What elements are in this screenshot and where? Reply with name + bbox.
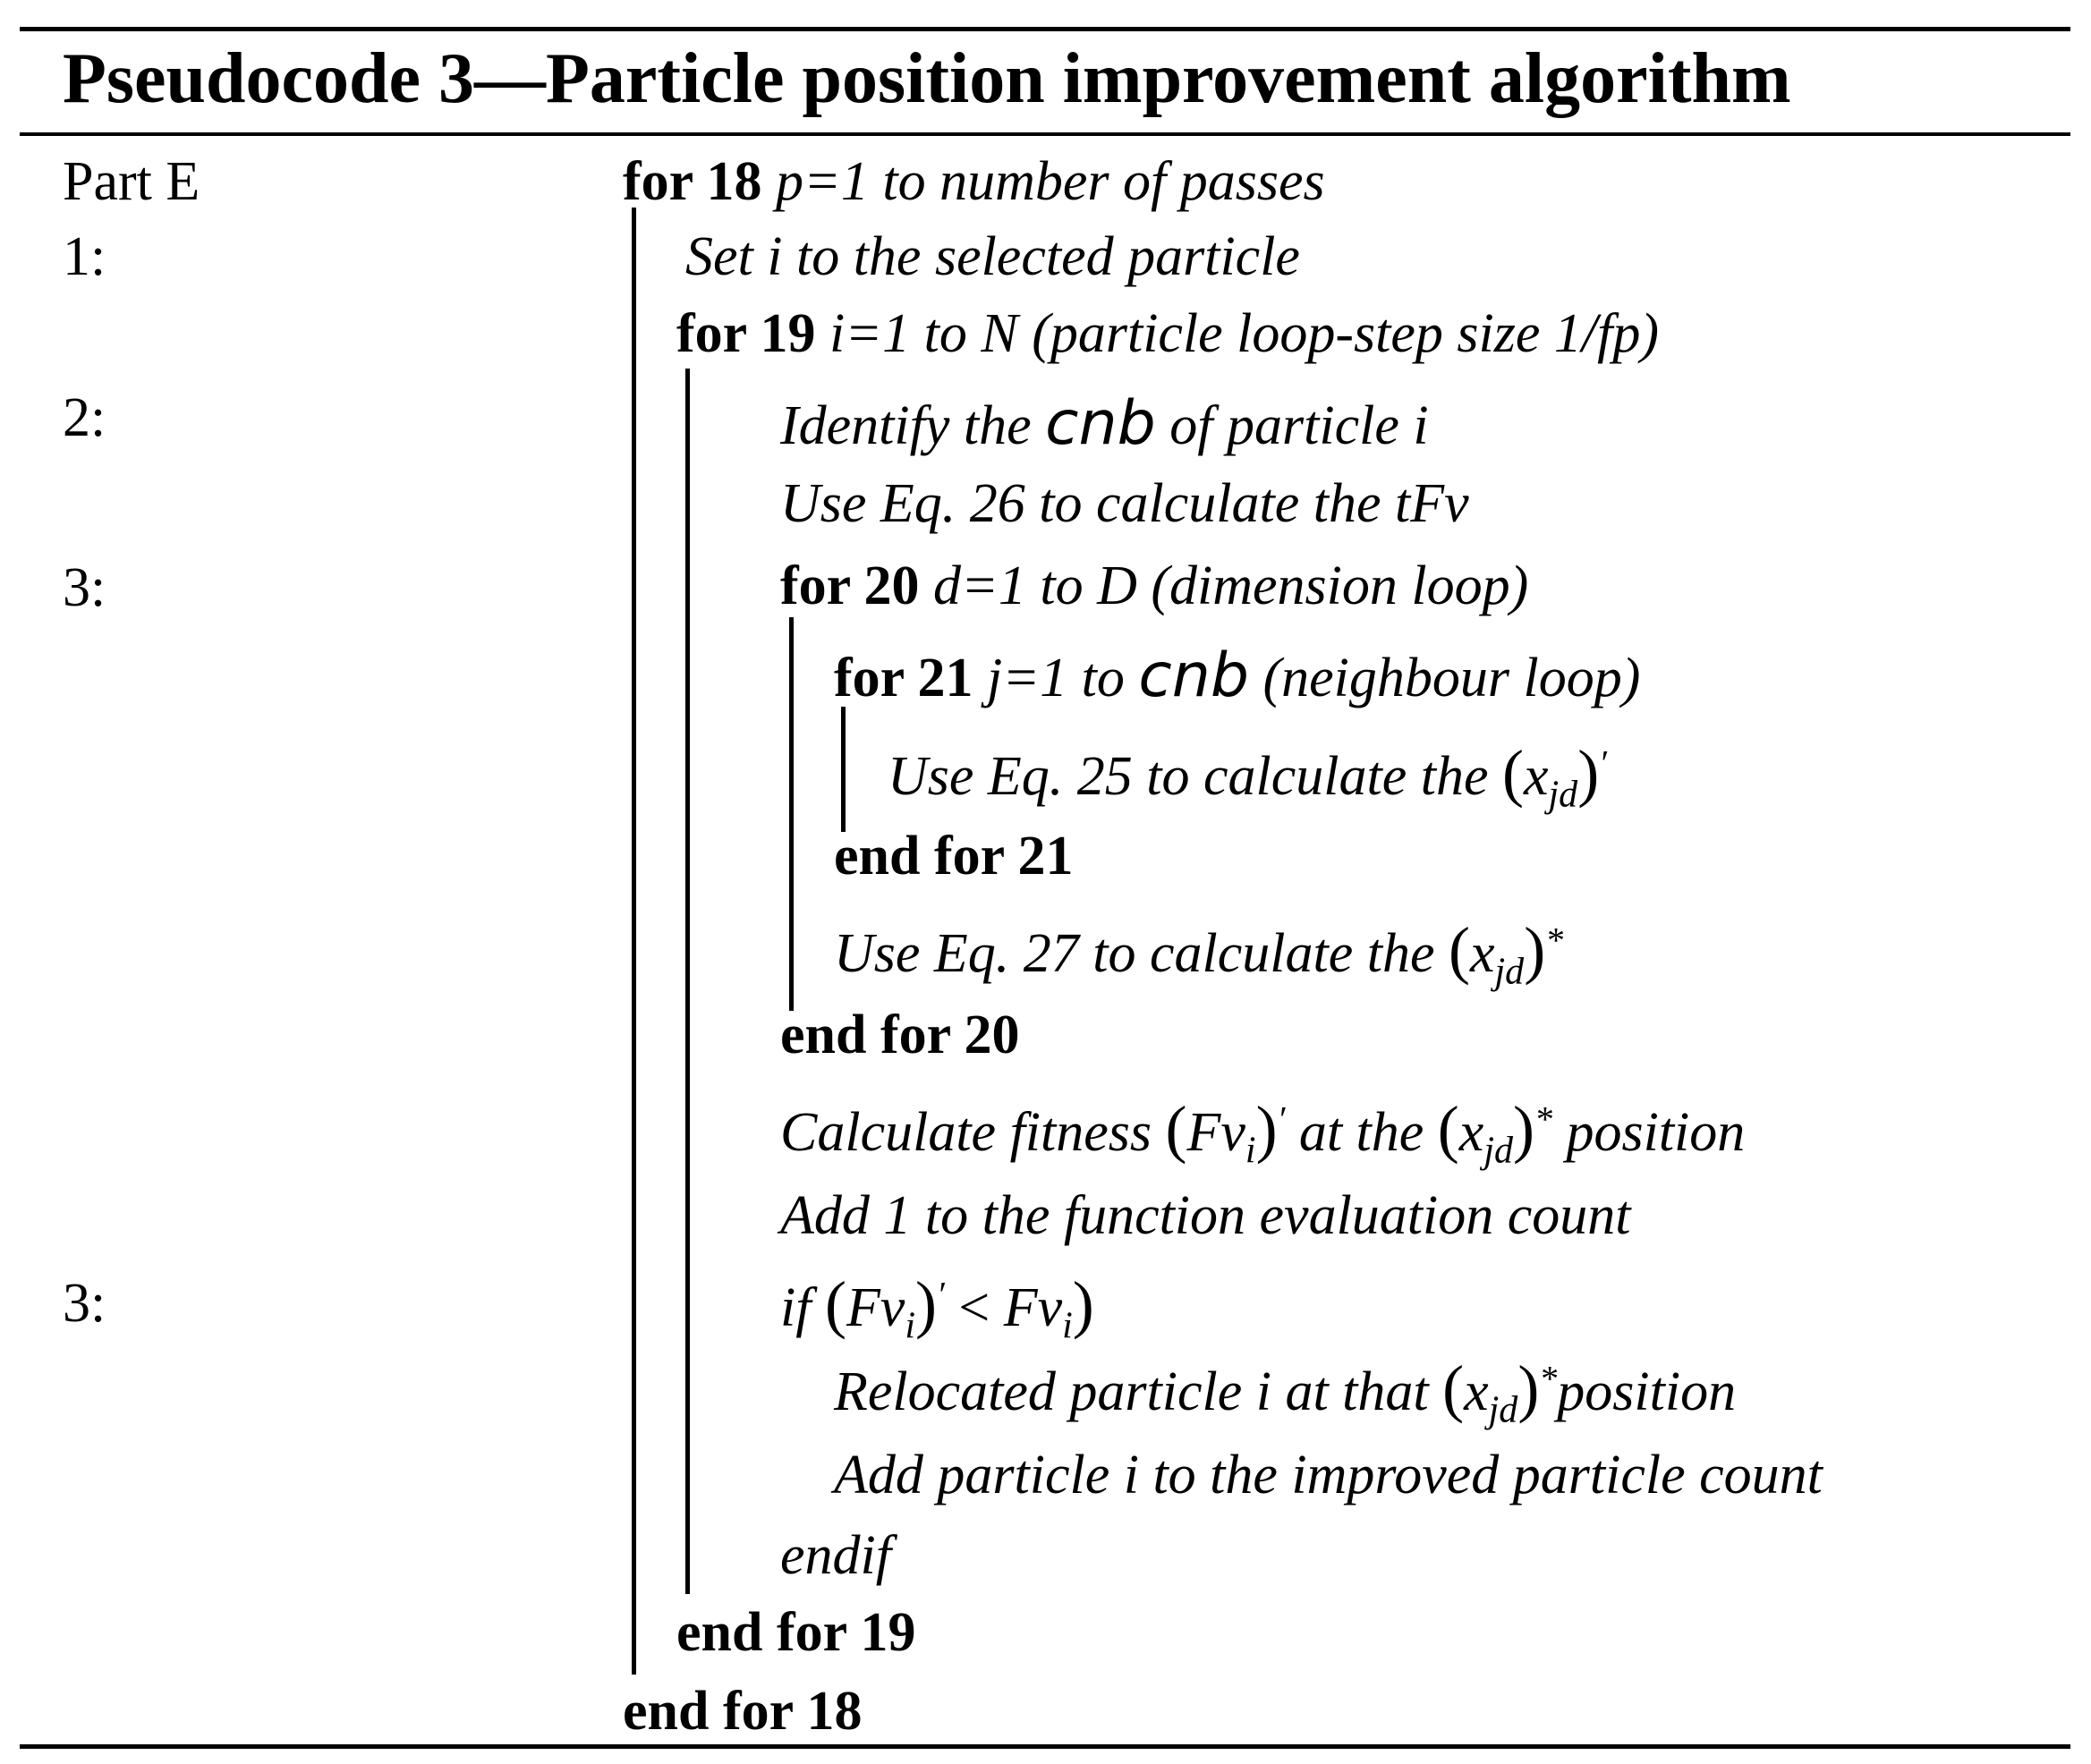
prime-mark: ′ [936,1274,945,1315]
jd-subscript: jd [1488,1389,1518,1431]
x-var: x [1469,923,1495,984]
i-subscript: i [905,1305,915,1347]
loop-bar-19 [685,369,690,1594]
for20-rest: d=1 to D (dimension loop) [933,555,1529,616]
use27-line [834,914,1564,993]
for19-keyword: for 19 [676,303,816,364]
rparen: ) [915,1268,937,1340]
for21-text-b: (neighbour loop) [1262,648,1641,708]
for19-line [676,303,1660,364]
rparen: ) [1072,1268,1094,1340]
for20-keyword: for 20 [780,555,920,616]
jd-subscript: jd [1494,951,1525,993]
end21-line: end for 21 [834,826,1074,886]
page-title: Pseudocode 3—Particle position improvement algorithm [63,39,1791,118]
lparen: ( [1449,914,1470,986]
fv-var: Fv [1003,1277,1063,1338]
lparen: ( [1165,1093,1187,1165]
add-particle-line: Add particle i to the improved particle count [834,1445,1823,1505]
for18-keyword: for 18 [623,151,762,212]
label-step-3a: 3: [63,557,106,618]
if-keyword: if [780,1277,812,1338]
loop-bar-20 [789,617,794,1011]
rparen: ) [1255,1093,1278,1165]
use25-text: Use Eq. 25 to calculate the [888,746,1489,807]
less-than: < [958,1277,990,1338]
calc-text-b: at the [1298,1102,1424,1163]
lparen: ( [1437,1093,1459,1165]
end19-line: end for 19 [676,1602,916,1663]
for20-line [780,555,1529,616]
add1-line: Add 1 to the function evaluation count [780,1185,1631,1246]
jd-subscript: jd [1483,1130,1513,1172]
lparen: ( [1502,737,1524,809]
i-subscript: i [1245,1130,1256,1172]
lparen: ( [824,1268,846,1340]
lparen: ( [1442,1353,1465,1424]
star-mark: * [1534,1098,1552,1140]
identify-line [780,388,1429,459]
label-step-2: 2: [63,387,106,448]
star-mark: * [1545,920,1564,961]
for18-line [623,151,1325,212]
loop-bar-21 [841,707,846,832]
use26-line: Use Eq. 26 to calculate the tFv [780,473,1469,534]
relocate-line [834,1353,1737,1431]
calc-text-a: Calculate fitness [780,1102,1152,1163]
if-line [780,1268,1094,1347]
for18-rest: p=1 to number of passes [776,151,1325,212]
cnb-term-2: cnb [1138,640,1249,711]
end18-line: end for 18 [623,1681,863,1742]
label-step-1: 1: [63,226,106,287]
rparen: ) [1577,737,1600,809]
fv-var: Fv [1186,1102,1245,1163]
use25-line [888,737,1607,816]
x-var: x [1523,746,1549,807]
rparen: ) [1517,1353,1540,1424]
for21-keyword: for 21 [834,648,973,708]
end20-line: end for 20 [780,1005,1020,1065]
x-var: x [1464,1361,1489,1422]
label-step-3b: 3: [63,1273,106,1334]
prime-mark: ′ [1599,742,1607,784]
use27-text: Use Eq. 27 to calculate the [834,923,1435,984]
relocate-text-a: Relocated particle i at that [834,1361,1429,1422]
cnb-term: cnb [1045,388,1156,459]
top-rule [20,27,2070,31]
x-var: x [1458,1102,1484,1163]
i-subscript: i [1062,1305,1073,1347]
label-part: Part E [63,151,200,212]
fv-var: Fv [846,1277,905,1338]
relocate-text-b: position [1557,1361,1737,1422]
bottom-rule [20,1744,2070,1749]
loop-bar-18 [632,208,636,1675]
for19-rest: i=1 to N (particle loop-step size 1/fp) [829,303,1660,364]
star-mark: * [1539,1358,1558,1399]
identify-text-b: of particle i [1169,395,1429,456]
jd-subscript: jd [1548,774,1578,816]
calc-line [780,1093,1746,1172]
identify-text-a: Identify the [780,395,1032,456]
rparen: ) [1512,1093,1534,1165]
rparen: ) [1524,914,1546,986]
for21-text-a: j=1 to [987,648,1125,708]
calc-text-c: position [1566,1102,1746,1163]
endif-line: endif [780,1525,891,1586]
for21-line [834,640,1641,711]
header-rule [20,132,2070,136]
prime-mark: ′ [1277,1098,1286,1140]
set-i-line: Set i to the selected particle [685,226,1300,287]
